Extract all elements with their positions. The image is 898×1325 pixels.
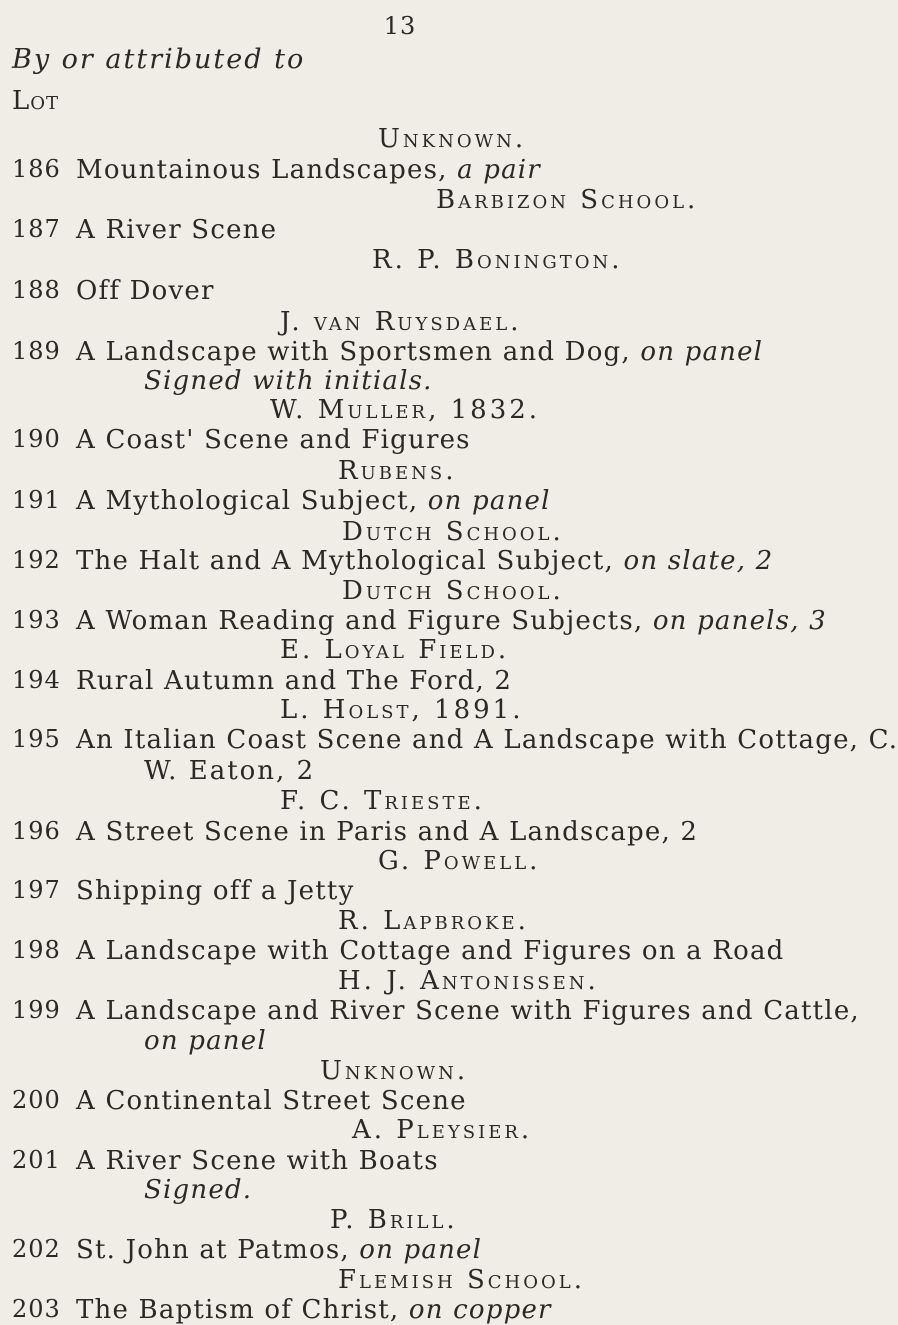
lot-title-text: A Landscape and River Scene with Figures and Cattle, — [76, 996, 860, 1026]
lot-medium: on slate, 2 — [623, 546, 774, 576]
lot-medium: on panel — [427, 486, 551, 516]
lot-number: 201 — [12, 1146, 61, 1174]
attribution: Rubens. — [338, 456, 457, 486]
lot-title-text: A Continental Street Scene — [76, 1086, 467, 1116]
lot-number: 193 — [12, 606, 61, 634]
page-number: 13 — [383, 12, 417, 40]
lot-title-text: Mountainous Landscapes, — [76, 155, 448, 185]
lot-title — [76, 215, 277, 245]
lot-title — [76, 817, 698, 847]
lot-number: 186 — [12, 155, 61, 183]
attribution: R. Lapbroke. — [338, 906, 529, 936]
lot-title — [76, 486, 551, 516]
lot-medium: on panel — [640, 337, 764, 367]
attribution: H. J. Antonissen. — [338, 966, 599, 996]
lot-title-text: An Italian Coast Scene and A Landscape with Cottage, C. — [76, 725, 898, 755]
lot-title — [76, 1235, 482, 1265]
lot-number: 197 — [12, 876, 61, 904]
lot-title-text: St. John at Patmos, — [76, 1235, 350, 1265]
lot-title-text: The Baptism of Christ, — [76, 1295, 400, 1325]
lot-title-text: A Coast' Scene and Figures — [76, 425, 471, 455]
lot-number: 196 — [12, 817, 61, 845]
lot-title — [76, 725, 898, 755]
attribution: L. Holst, 1891. — [280, 695, 524, 725]
attribution: Dutch School. — [342, 517, 564, 547]
lot-title — [76, 425, 471, 455]
lot-note: on panel — [144, 1026, 267, 1056]
page-heading: By or attributed to — [12, 44, 306, 75]
lot-title-text: A Woman Reading and Figure Subjects, — [76, 606, 644, 636]
attribution: W. Muller, 1832. — [270, 395, 541, 425]
lot-title-text: A Street Scene in Paris and A Landscape, 2 — [76, 817, 699, 847]
attribution: A. Pleysier. — [352, 1115, 533, 1145]
lot-medium: on panel — [359, 1235, 483, 1265]
lot-number: 202 — [12, 1235, 61, 1263]
lot-note: Signed with initials. — [144, 366, 433, 396]
lot-title-text: A River Scene with Boats — [76, 1146, 439, 1176]
attribution: G. Powell. — [378, 846, 541, 876]
lot-title — [76, 996, 860, 1026]
lot-title-text: Off Dover — [76, 276, 215, 306]
lot-number: 194 — [12, 666, 61, 694]
attribution: Dutch School. — [342, 576, 564, 606]
attribution: J. van Ruysdael. — [280, 307, 522, 337]
lot-number: 187 — [12, 215, 61, 243]
lot-title-text: Shipping off a Jetty — [76, 876, 355, 906]
lot-medium: on panels, 3 — [652, 606, 827, 636]
attribution: Unknown. — [320, 1056, 469, 1086]
lot-title — [76, 546, 773, 576]
lot-medium: on copper — [408, 1295, 552, 1325]
lot-number: 200 — [12, 1086, 61, 1114]
lot-title-text: The Halt and A Mythological Subject, — [76, 546, 614, 576]
lot-title-text: A River Scene — [76, 215, 278, 245]
lot-title — [76, 606, 827, 636]
lot-column-header: Lot — [12, 86, 60, 116]
lot-title-text: Rural Autumn and The Ford, 2 — [76, 666, 513, 696]
lot-title — [76, 876, 354, 906]
lot-title-continuation: W. Eaton, 2 — [144, 756, 316, 786]
lot-title — [76, 1146, 439, 1176]
lot-note: Signed. — [144, 1175, 253, 1205]
lot-number: 189 — [12, 337, 61, 365]
lot-title — [76, 155, 541, 185]
attribution: P. Brill. — [330, 1205, 458, 1235]
lot-title — [76, 276, 215, 306]
lot-title — [76, 1295, 552, 1325]
attribution: R. P. Bonington. — [372, 245, 623, 275]
lot-title — [76, 936, 785, 966]
attribution: Flemish School. — [338, 1265, 585, 1295]
lot-number: 203 — [12, 1295, 61, 1323]
lot-title — [76, 337, 763, 367]
lot-title-text: A Mythological Subject, — [76, 486, 419, 516]
lot-number: 188 — [12, 276, 61, 304]
lot-title-text: A Landscape with Sportsmen and Dog, — [76, 337, 631, 367]
lot-number: 198 — [12, 936, 61, 964]
lot-number: 199 — [12, 996, 61, 1024]
attribution: E. Loyal Field. — [280, 635, 510, 665]
lot-number: 191 — [12, 486, 61, 514]
attribution: Barbizon School. — [436, 185, 699, 215]
attribution: Unknown. — [378, 124, 527, 154]
lot-number: 190 — [12, 425, 61, 453]
lot-medium: a pair — [457, 155, 541, 185]
lot-title — [76, 666, 512, 696]
lot-number: 195 — [12, 725, 61, 753]
lot-title — [76, 1086, 467, 1116]
lot-title-text: A Landscape with Cottage and Figures on a Road — [76, 936, 785, 966]
lot-number: 192 — [12, 546, 61, 574]
attribution: F. C. Trieste. — [280, 786, 485, 816]
